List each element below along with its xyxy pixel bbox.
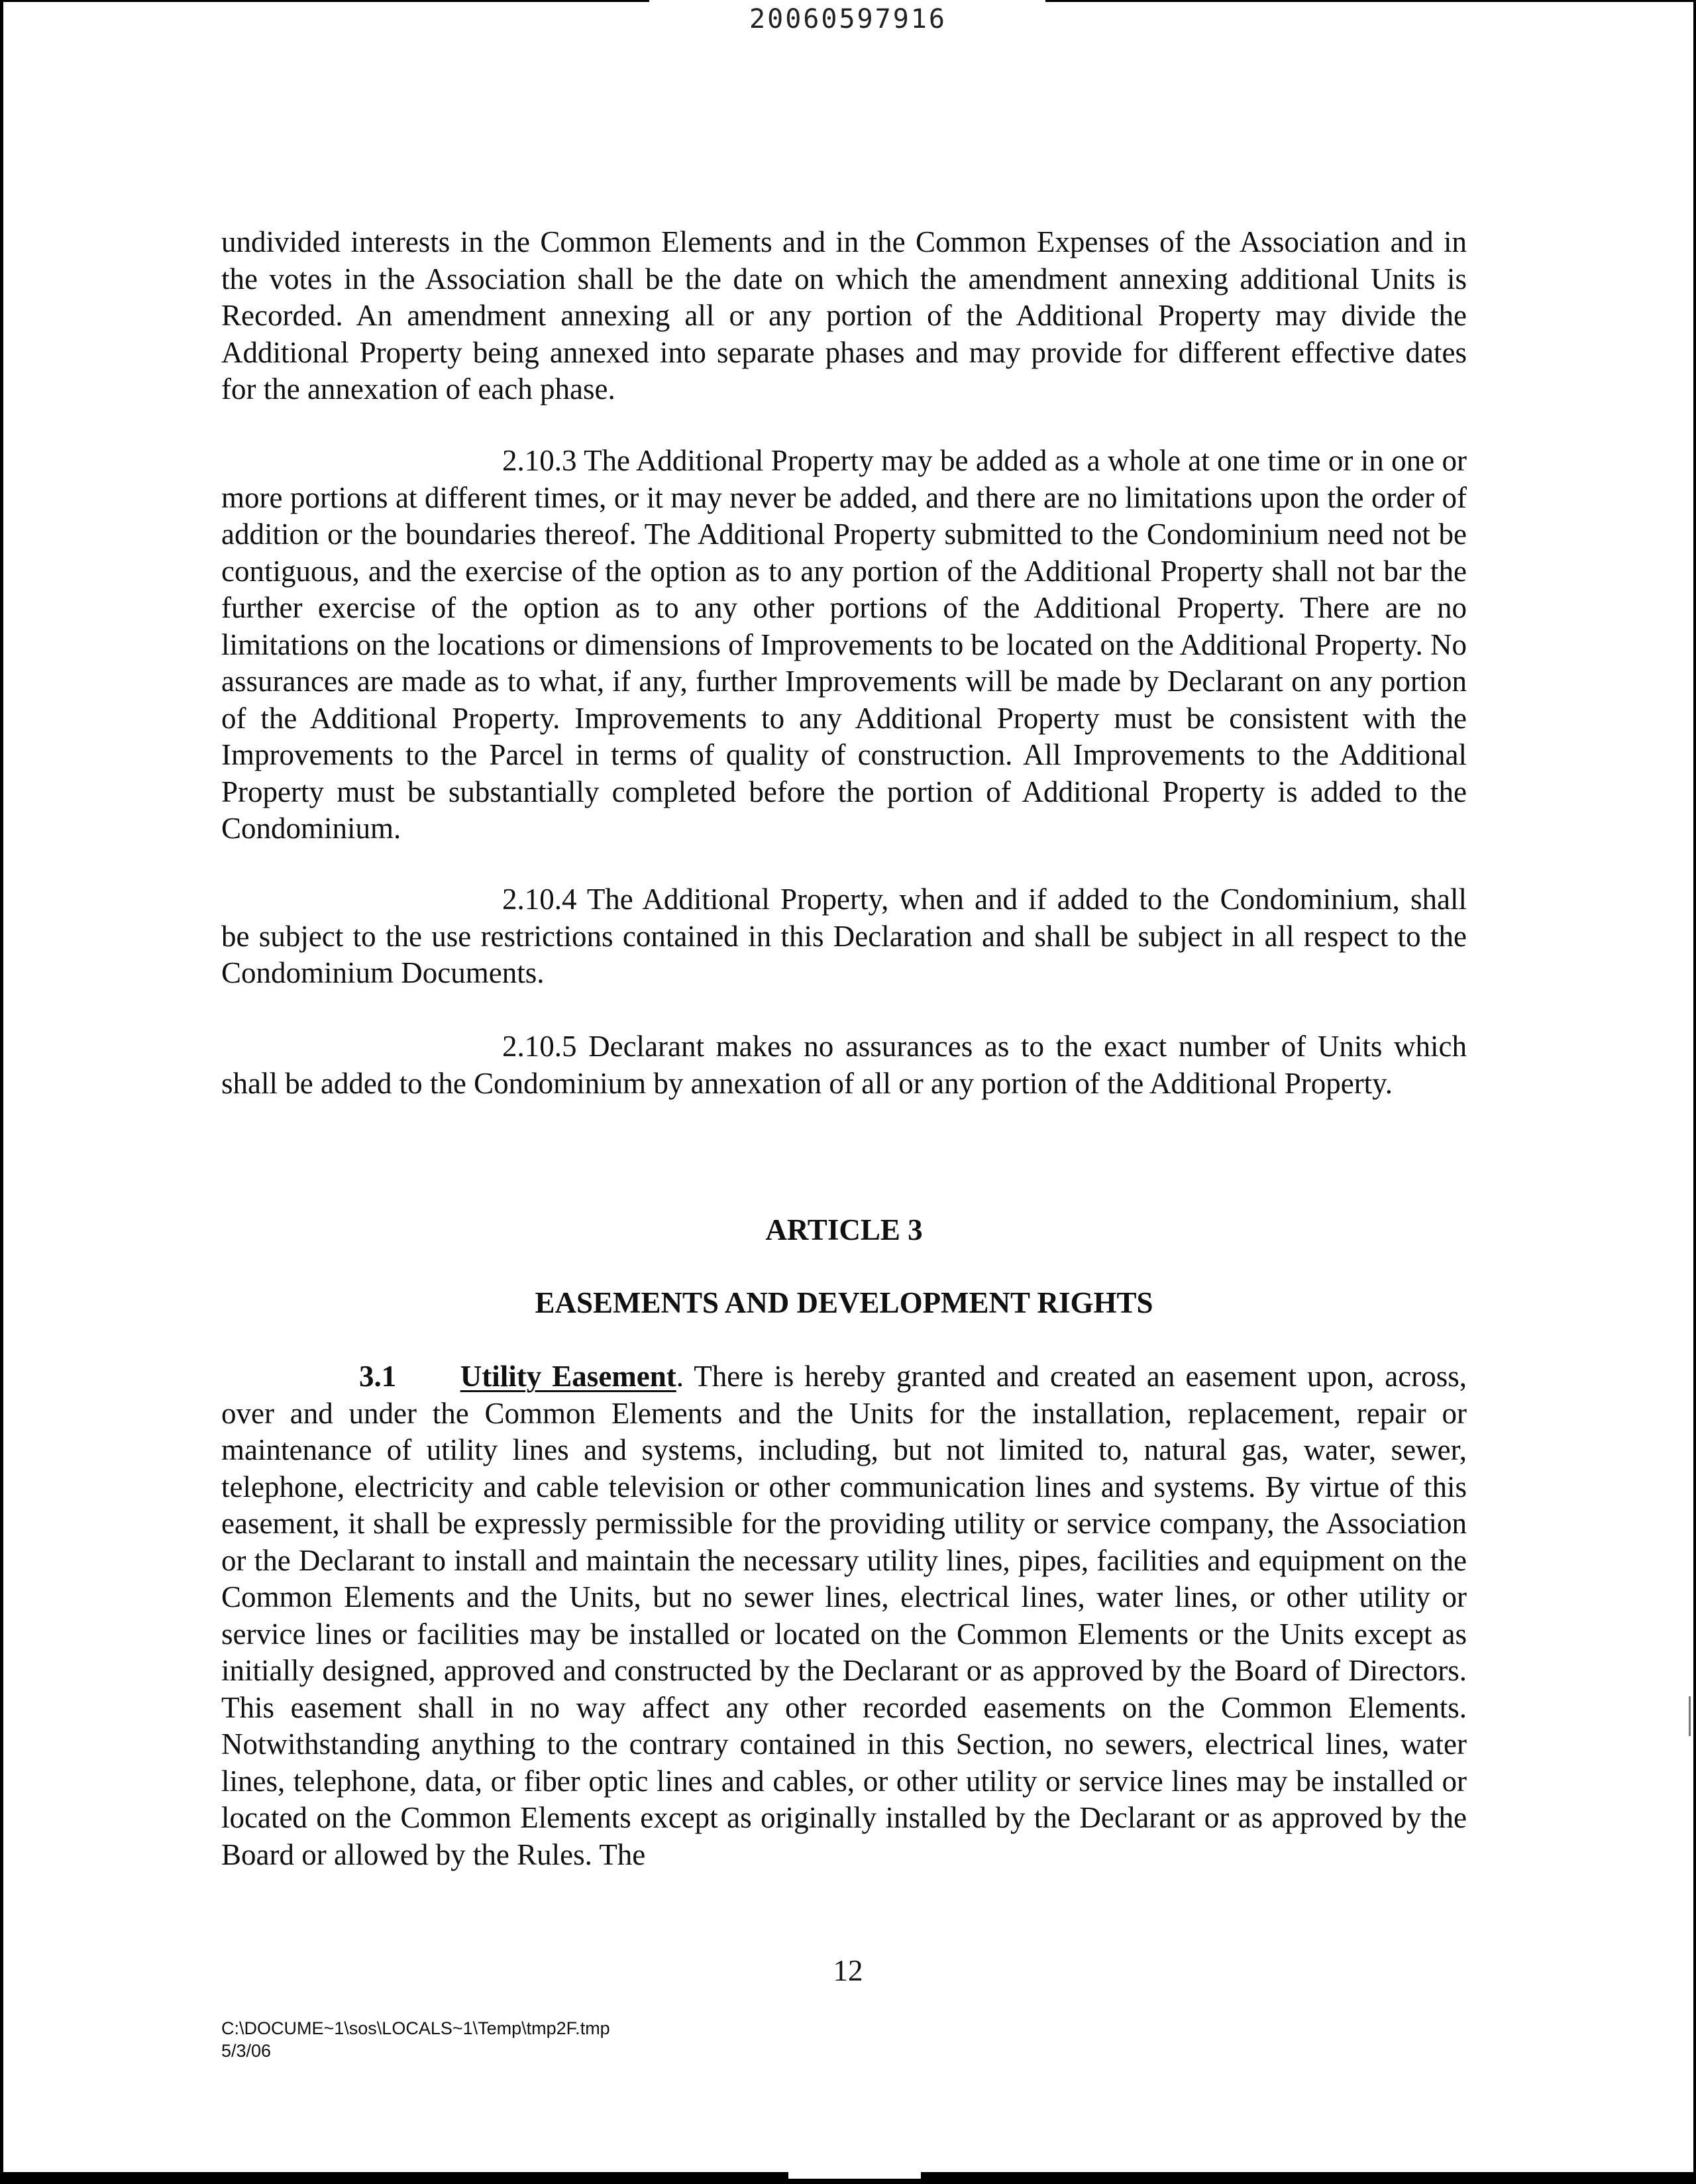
article-title: EASEMENTS AND DEVELOPMENT RIGHTS <box>535 1286 1153 1319</box>
file-date: 5/3/06 <box>221 2041 272 2061</box>
page-number: 12 <box>833 1954 863 1987</box>
document-number: 20060597916 <box>749 4 947 34</box>
scan-border-left <box>0 0 3 2184</box>
section-3-1-paragraph <box>221 1358 1467 1873</box>
article-heading: ARTICLE 3 <box>765 1213 923 1246</box>
scan-margin-mark <box>1689 1696 1691 1736</box>
scan-border-gap <box>788 2172 921 2179</box>
section-body: . There is hereby granted and created an easement upon, across, over and under the Common Elements and the Units for the installation, replacement, repair or maintenance of utility lines and systems, including, but not limited to, natural gas, water, sewer, telephone, electricity and cable television or other communication lines and systems. By virtue of this easement, it shall be expressly permissible for the providing utility or service company, the Association or the Declarant to install and maintain the necessary utility lines, pipes, facilities and equipment on the Common Elements and the Units, but no sewer lines, electrical lines, water lines, or other utility or service lines or facilities may be installed or located on the Common Elements or the Units except as initially designed, approved and constructed by the Declarant or as approved by the Board of Directors. This easement shall in no way affect any other recorded easements on the Common Elements. Notwithstanding anything to the contrary contained in this Section, no sewers, electrical lines, water lines, telephone, data, or fiber optic lines and cables, or other utility or service lines may be installed or located on the Common Elements except as originally installed by the Declarant or as approved by the Board or allowed by the Rules. The <box>221 1360 1467 1871</box>
paragraph-2-10-4: 2.10.4 The Additional Property, when and if added to the Condominium, shall be subject to the use restrictions contained in this Declaration and shall be subject in all respect to the Condominium Documents. <box>221 883 1467 989</box>
paragraph-2-10-5: 2.10.5 Declarant makes no assurances as to the exact number of Units which shall be added to the Condominium by annexation of all or any portion of the Additional Property. <box>221 1030 1467 1100</box>
file-path: C:\DOCUME~1\sos\LOCALS~1\Temp\tmp2F.tmp <box>221 2018 610 2038</box>
paragraph-continuation: undivided interests in the Common Elements and in the Common Expenses of the Association and in the votes in the Association shall be the date on which the amendment annexing additional Units is Recorded. An amendment annexing all or any portion of the Additional Property may divide the Additional Property being annexed into separate phases and may provide for different effective dates for the annexation of each phase. <box>221 225 1467 406</box>
scan-border-top-right <box>1045 0 1696 2</box>
scan-border-top-left <box>0 0 649 2</box>
scan-border-right <box>1693 0 1696 2184</box>
section-number: 3.1 <box>359 1360 397 1393</box>
section-title: Utility Easement <box>460 1360 676 1393</box>
paragraph-2-10-3: 2.10.3 The Additional Property may be added as a whole at one time or in one or more portions at different times, or it may never be added, and there are no limitations upon the order of addition or the boundaries thereof. The Additional Property submitted to the Condominium need not be contiguous, and the exercise of the option as to any portion of the Additional Property shall not bar the further exercise of the option as to any other portions of the Additional Property. There are no limitations on the locations or dimensions of Improvements to be located on the Additional Property. No assurances are made as to what, if any, further Improvements will be made by Declarant on any portion of the Additional Property. Improvements to any Additional Property must be consistent with the Improvements to the Parcel in terms of quality of construction. All Improvements to the Additional Property must be substantially completed before the portion of Additional Property is added to the Condominium. <box>221 444 1467 845</box>
